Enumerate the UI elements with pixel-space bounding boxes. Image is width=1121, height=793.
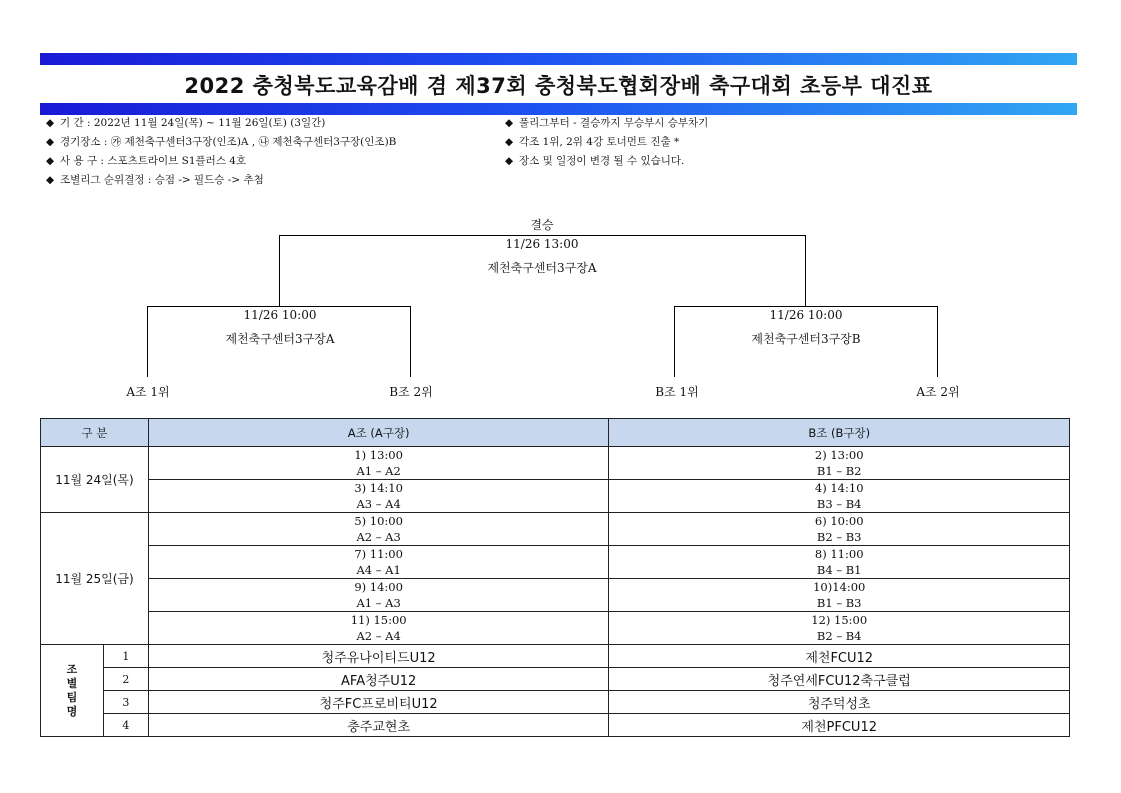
info-line: ◆ 경기장소 : ㉮ 제천축구센터3구장(인조)A , ㉯ 제천축구센터3구장(인조)B [46, 133, 396, 152]
semi-right-line-left [674, 306, 675, 377]
match-cell: 2) 13:00 B1 – B2 [609, 447, 1070, 480]
seed-b2: B조 2위 [389, 385, 433, 399]
semi-left-time: 11/26 10:00 [243, 308, 317, 322]
semi-right-line-right [937, 306, 938, 377]
col-header-group-b: B조 (B구장) [609, 419, 1070, 447]
diamond-icon: ◆ [46, 174, 55, 186]
diamond-icon: ◆ [46, 136, 55, 148]
info-line: ◆ 각조 1위, 2위 4강 토너먼트 진출 * [505, 133, 708, 152]
diamond-icon: ◆ [46, 155, 55, 167]
info-line: ◆ 조별리그 순위결정 : 승점 -> 필드승 -> 추첨 [46, 171, 396, 190]
team-header [41, 645, 104, 737]
schedule-table [40, 418, 1070, 737]
match-cell: 3) 14:10 A3 – A4 [148, 480, 609, 513]
match-cell: 4) 14:10 B3 – B4 [609, 480, 1070, 513]
team-b-name: 청주덕성초 [609, 691, 1070, 714]
match-cell: 5) 10:00 A2 – A3 [148, 513, 609, 546]
match-cell: 7) 11:00 A4 – A1 [148, 546, 609, 579]
team-b-name: 제천PFCU12 [609, 714, 1070, 737]
team-number: 4 [103, 714, 148, 737]
table-row [41, 714, 1070, 737]
info-line: ◆ 사 용 구 : 스포츠트라이브 S1플러스 4호 [46, 152, 396, 171]
semi-left-line-top [147, 306, 411, 307]
team-a-name: 청주FC프로비티U12 [148, 691, 609, 714]
match-cell: 8) 11:00 B4 – B1 [609, 546, 1070, 579]
table-header-row [41, 419, 1070, 447]
table-row [41, 546, 1070, 579]
final-venue: 제천축구센터3구장A [487, 261, 597, 275]
col-header-group-a: A조 (A구장) [148, 419, 609, 447]
diamond-icon: ◆ [505, 136, 514, 148]
match-cell: 6) 10:00 B2 – B3 [609, 513, 1070, 546]
semi-left-line-right [410, 306, 411, 377]
semi-right-venue: 제천축구센터3구장B [751, 332, 861, 346]
team-header-text: 조별팀명 [66, 662, 78, 718]
semi-left-venue: 제천축구센터3구장A [225, 332, 335, 346]
seed-b1: B조 1위 [655, 385, 699, 399]
seed-a1: A조 1위 [126, 385, 170, 399]
info-line: ◆ 기 간 : 2022년 11월 24일(목) ~ 11월 26일(토) (3일간) [46, 114, 396, 133]
final-label: 결승 [530, 218, 554, 232]
info-line: ◆ 풀리그부터 - 결승까지 무승부시 승부차기 [505, 114, 708, 133]
team-a-name: AFA청주U12 [148, 668, 609, 691]
team-b-name: 제천FCU12 [609, 645, 1070, 668]
match-cell: 10)14:00 B1 – B3 [609, 579, 1070, 612]
diamond-icon: ◆ [505, 155, 514, 167]
day-label: 11월 25일(금) [41, 513, 149, 645]
table-row [41, 691, 1070, 714]
team-number: 2 [103, 668, 148, 691]
table-row [41, 447, 1070, 480]
table-row [41, 513, 1070, 546]
table-row [41, 579, 1070, 612]
final-time: 11/26 13:00 [505, 237, 579, 251]
diamond-icon: ◆ [505, 117, 514, 129]
seed-a2: A조 2위 [916, 385, 960, 399]
table-row [41, 668, 1070, 691]
semi-right-line-top [674, 306, 938, 307]
team-a-name: 청주유나이티드U12 [148, 645, 609, 668]
match-cell: 1) 13:00 A1 – A2 [148, 447, 609, 480]
col-header-division: 구 분 [41, 419, 149, 447]
match-cell: 9) 14:00 A1 – A3 [148, 579, 609, 612]
day-label: 11월 24일(목) [41, 447, 149, 513]
semi-right-time: 11/26 10:00 [769, 308, 843, 322]
final-line-right [805, 235, 806, 306]
final-line-top [279, 235, 806, 236]
team-number: 1 [103, 645, 148, 668]
table-row [41, 645, 1070, 668]
team-number: 3 [103, 691, 148, 714]
team-b-name: 청주연세FCU12축구클럽 [609, 668, 1070, 691]
team-a-name: 충주교현초 [148, 714, 609, 737]
final-line-left [279, 235, 280, 306]
table-row [41, 480, 1070, 513]
semi-left-line-left [147, 306, 148, 377]
match-cell: 12) 15:00 B2 – B4 [609, 612, 1070, 645]
info-left [46, 114, 396, 190]
table-row [41, 612, 1070, 645]
match-cell: 11) 15:00 A2 – A4 [148, 612, 609, 645]
info-line: ◆ 장소 및 일정이 변경 될 수 있습니다. [505, 152, 708, 171]
info-right [505, 114, 708, 171]
header-band-top [40, 53, 1077, 65]
page-title: 2022 충청북도교육감배 겸 제37회 충청북도협회장배 축구대회 초등부 대진표 [184, 74, 933, 98]
diamond-icon: ◆ [46, 117, 55, 129]
